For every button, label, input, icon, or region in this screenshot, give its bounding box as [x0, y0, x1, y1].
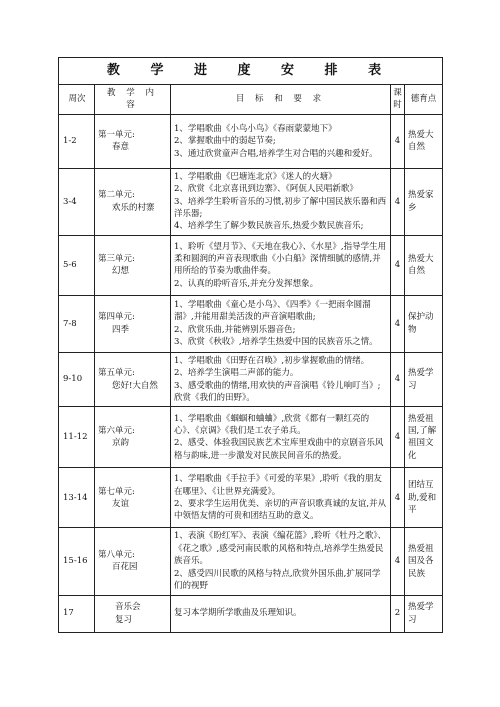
goal-item: 2、要求学生运用优美、亲切的声音识歌真诚的友谊,并从中领悟友情的可贵和团结互助的意义。: [174, 498, 387, 522]
moral-cell: 团结互助,爱和平: [404, 468, 442, 528]
unit-title: 幻想: [112, 266, 130, 277]
header-moral: 德育点: [404, 85, 442, 115]
week-cell: 5-6: [59, 235, 95, 295]
moral-cell: 热爱大自然: [404, 114, 442, 168]
hours-cell: 2: [390, 595, 404, 632]
unit-name: 第二单元:: [98, 190, 135, 201]
goal-item: 复习本学期所学歌曲及乐理知识。: [174, 608, 302, 619]
goal-item: 4、培养学生了解少数民族音乐,热爱少数民族音乐;: [174, 221, 364, 232]
goal-item: 1、学唱歌曲《童心是小鸟》、《四季》《一把雨伞圆溜溜》,并能用甜美活泼的声音演唱歌曲;: [174, 300, 371, 323]
goal-item: 2、欣赏《北京喜讯到边寨》、《阿佤人民唱新歌》: [174, 184, 358, 195]
goal-item: 1、学唱歌曲《蝈蝈和蛐蛐》,欣赏《都有一颗红亮的心》、《京调》《我们是工农子弟兵。: [174, 413, 370, 437]
unit-name: 第七单元:: [98, 486, 135, 497]
content-cell: [95, 295, 171, 352]
hours-cell: 4: [390, 114, 404, 168]
moral-cell: 热爱大自然: [404, 235, 442, 295]
content-cell: [95, 468, 171, 528]
content-cell: [95, 407, 171, 468]
goal-item: 1、学唱歌曲《田野在召唤》,初步掌握歌曲的情绪。: [174, 355, 370, 366]
content-cell: [95, 168, 171, 235]
goal-cell: [171, 114, 391, 168]
week-cell: 11-12: [59, 407, 95, 468]
hours-cell: 4: [390, 295, 404, 352]
goal-cell: [171, 468, 391, 528]
unit-title: 百花园: [112, 562, 138, 573]
hours-cell: 4: [390, 352, 404, 407]
unit-name: 第四单元:: [98, 312, 135, 323]
goal-cell: [171, 235, 391, 295]
moral-cell: 热爱祖国,了解祖国文化: [404, 407, 442, 468]
table-title: 教 学 进 度 安 排 表: [59, 58, 443, 85]
goal-item: 1、学唱歌曲《巴塘连北京》《迷人的火塘》: [174, 171, 337, 182]
header-goal: 目 标 和 要 求: [171, 85, 391, 115]
goal-item: 2、培养学生演唱二声部的能力。: [174, 368, 299, 379]
header-hours: 课时: [390, 85, 404, 115]
week-cell: 3-4: [59, 168, 95, 235]
hours-cell: 4: [390, 468, 404, 528]
week-cell: 15-16: [59, 528, 95, 595]
goal-item: 2、感受、体验我国民族艺术宝库里戏曲中的京剧音乐风格与韵味,进一步激发对民族民间音乐的热爱。: [174, 438, 384, 461]
unit-name: 第一单元:: [98, 129, 135, 140]
hours-cell: 4: [390, 407, 404, 468]
table-row: [59, 235, 443, 295]
content-cell: [95, 114, 171, 168]
goal-cell: [171, 295, 391, 352]
table-row: [59, 114, 443, 168]
unit-name: 第六单元:: [98, 426, 135, 437]
unit-name: 第三单元:: [98, 253, 135, 264]
table-row: [59, 168, 443, 235]
unit-name: 第八单元:: [98, 550, 135, 561]
table-row: [59, 468, 443, 528]
table-row: [59, 407, 443, 468]
week-cell: 9-10: [59, 352, 95, 407]
goal-cell: [171, 407, 391, 468]
goal-cell: [171, 528, 391, 595]
hours-cell: 4: [390, 168, 404, 235]
moral-cell: 热爱学习: [404, 352, 442, 407]
schedule-page: [58, 57, 443, 633]
table-row: [59, 352, 443, 407]
week-cell: 7-8: [59, 295, 95, 352]
hours-cell: 4: [390, 235, 404, 295]
goal-item: 3、培养学生聆听音乐的习惯,初步了解中国民族乐器和西洋乐器;: [174, 196, 387, 220]
week-cell: 13-14: [59, 468, 95, 528]
unit-title: 复习: [115, 614, 133, 625]
unit-title: 春意: [112, 142, 130, 153]
goal-item: 1、表演《盼红军》、表演《编花篮》,聆听《牡丹之歌》、《花之歌》,感受河南民歌的风格和特点,培养学生热爱民族音乐。: [174, 531, 387, 567]
goal-cell: [171, 352, 391, 407]
goal-cell: [171, 168, 391, 235]
unit-title: 京韵: [112, 438, 130, 449]
table-body: [59, 114, 443, 632]
goal-item: 2、欣赏乐曲,并能辨别乐器音色;: [174, 324, 296, 335]
unit-name: 音乐会: [115, 602, 141, 613]
content-cell: [95, 528, 171, 595]
unit-title: 欢乐的村寨: [112, 202, 155, 213]
moral-cell: 热爱祖国及各民族: [404, 528, 442, 595]
table-row: [59, 595, 443, 632]
header-row: [59, 85, 443, 115]
unit-title: 友谊: [112, 498, 130, 509]
goal-item: 1、聆听《望月节》、《天地在我心》、《水星》,指导学生用柔和圆润的声音表现歌曲《小白船》深情细腻的感情,并用所给的节奏为歌曲伴奏。: [174, 241, 387, 277]
unit-title: 您好!大自然: [112, 380, 158, 391]
moral-cell: 保护动物: [404, 295, 442, 352]
goal-item: 3、欣赏《秋收》,培养学生热爱中国的民族音乐之情。: [174, 337, 378, 348]
unit-name: 第五单元:: [98, 368, 135, 379]
table-row: [59, 295, 443, 352]
moral-cell: 热爱学习: [404, 595, 442, 632]
goal-item: 2、掌握歌曲中的弱起节奏;: [174, 136, 276, 147]
goal-item: 3、感受歌曲的情绪,用欢快的声音演唱《铃儿响叮当》;欣赏《我们的田野》。: [174, 380, 381, 404]
schedule-table: [58, 57, 443, 633]
goal-item: 3、通过欣赏童声合唱,培养学生对合唱的兴趣和爱好。: [174, 148, 378, 159]
unit-title: 四季: [112, 324, 130, 335]
moral-cell: 热爱家乡: [404, 168, 442, 235]
content-cell: [95, 595, 171, 632]
hours-cell: 4: [390, 528, 404, 595]
goal-cell: [171, 595, 391, 632]
table-row: [59, 528, 443, 595]
content-cell: [95, 352, 171, 407]
header-week: 周次: [59, 85, 95, 115]
content-cell: [95, 235, 171, 295]
week-cell: 1-2: [59, 114, 95, 168]
week-cell: 17: [59, 595, 95, 632]
goal-item: 1、学唱歌曲《手拉手》《可爱的苹果》,聆听《我的朋友在哪里》、《让世界充满爱》。: [174, 474, 382, 497]
goal-item: 2、认真的聆听音乐,并充分发挥想象。: [174, 278, 319, 289]
goal-item: 1、学唱歌曲《小鸟小鸟》《春雨蒙蒙地下》: [174, 123, 337, 134]
header-content: 教 学 内 容: [95, 85, 171, 115]
goal-item: 2、感受四川民歌的风格与特点,欣赏外国乐曲,扩展同学们的视野: [174, 568, 381, 592]
